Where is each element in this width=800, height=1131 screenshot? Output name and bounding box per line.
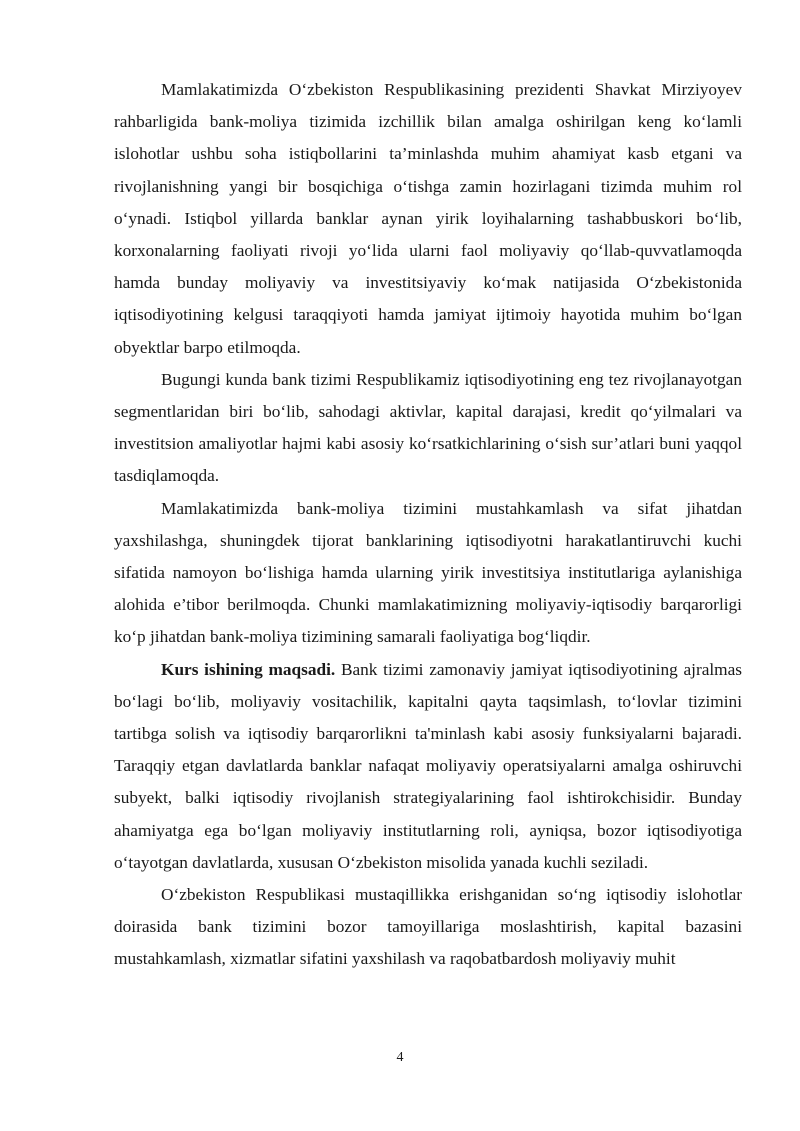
page-number: 4	[396, 1050, 404, 1065]
paragraph-3	[114, 493, 742, 654]
paragraph-4-text: Bank tizimi zamonaviy jamiyat iqtisodiyotining ajralmas bo‘lagi bo‘lib, moliyaviy vositachilik, kapitalni qayta taqsimlash, to‘lovlar tizimini tartibga solish va iqtisodiy barqarorlikni ta'minlash kabi asosiy funksiyalarni bajaradi. Taraqqiy etgan davlatlarda banklar nafaqat moliyaviy operatsiyalarni amalga oshiruvchi subyekt, balki iqtisodiy rivojlanish strategiyalarining faol ishtirokchisidir. Bunday ahamiyatga ega bo‘lgan moliyaviy institutlarning roli, ayniqsa, bozor iqtisodiyotiga o‘tayotgan davlatlarda, xususan O‘zbekiston misolida yanada kuchli seziladi.	[114, 659, 743, 872]
paragraph-5	[114, 879, 742, 976]
paragraph-3-text: Mamlakatimizda bank-moliya tizimini mustahkamlash va sifat jihatdan yaxshilashga, shuningdek tijorat banklarining iqtisodiyotni harakatlantiruvchi kuchi sifatida namoyon bo‘lishiga hamda ularning yirik investitsiya institutlariga aylanishiga alohida e’tibor berilmoqda. Chunki mamlakatimizning moliyaviy-iqtisodiy barqarorligi ko‘p jihatdan bank-moliya tizimining samarali faoliyatiga bog‘liqdir.	[114, 498, 742, 647]
paragraph-4-bold-lead: Kurs ishining maqsadi.	[161, 659, 336, 679]
paragraph-5-text: O‘zbekiston Respublikasi mustaqillikka erishganidan so‘ng iqtisodiy islohotlar doirasida bank tizimini bozor tamoyillariga moslashtirish, kapital bazasini mustahkamlash, xizmatlar sifatini yaxshilash va raqobatbardosh moliyaviy muhit	[114, 885, 742, 969]
paragraph-1	[114, 74, 742, 364]
document-body	[114, 74, 742, 976]
paragraph-2	[114, 364, 742, 493]
paragraph-1-text: Mamlakatimizda O‘zbekiston Respublikasining prezidenti Shavkat Mirziyoyev rahbarligida bank-moliya tizimida izchillik bilan amalga oshirilgan keng ko‘lamli islohotlar ushbu soha istiqbollarini ta’minlashda muhim ahamiyat kasb etgani va rivojlanishning yangi bir bosqichiga o‘tishga zamin hozirlagani tizimda muhim rol o‘ynadi. Istiqbol yillarda banklar aynan yirik loyihalarning tashabbuskori bo‘lib, korxonalarning faoliyati rivoji yo‘lida ularni faol moliyaviy qo‘llab-quvvatlamoqda hamda bunday moliyaviy va investitsiyaviy ko‘mak natijasida O‘zbekistonida iqtisodiyotining kelgusi taraqqiyoti hamda jamiyat ijtimoiy hayotida muhim bo‘lgan obyektlar barpo etilmoqda.	[114, 80, 742, 357]
paragraph-2-text: Bugungi kunda bank tizimi Respublikamiz iqtisodiyotining eng tez rivojlanayotgan segmentlaridan biri bo‘lib, sahodagi aktivlar, kapital darajasi, kredit qo‘yilmalari va investitsion amaliyotlar hajmi kabi asosiy ko‘rsatkichlarining o‘sish sur’atlari buni yaqqol tasdiqlamoqda.	[114, 369, 742, 486]
paragraph-4	[114, 654, 742, 879]
